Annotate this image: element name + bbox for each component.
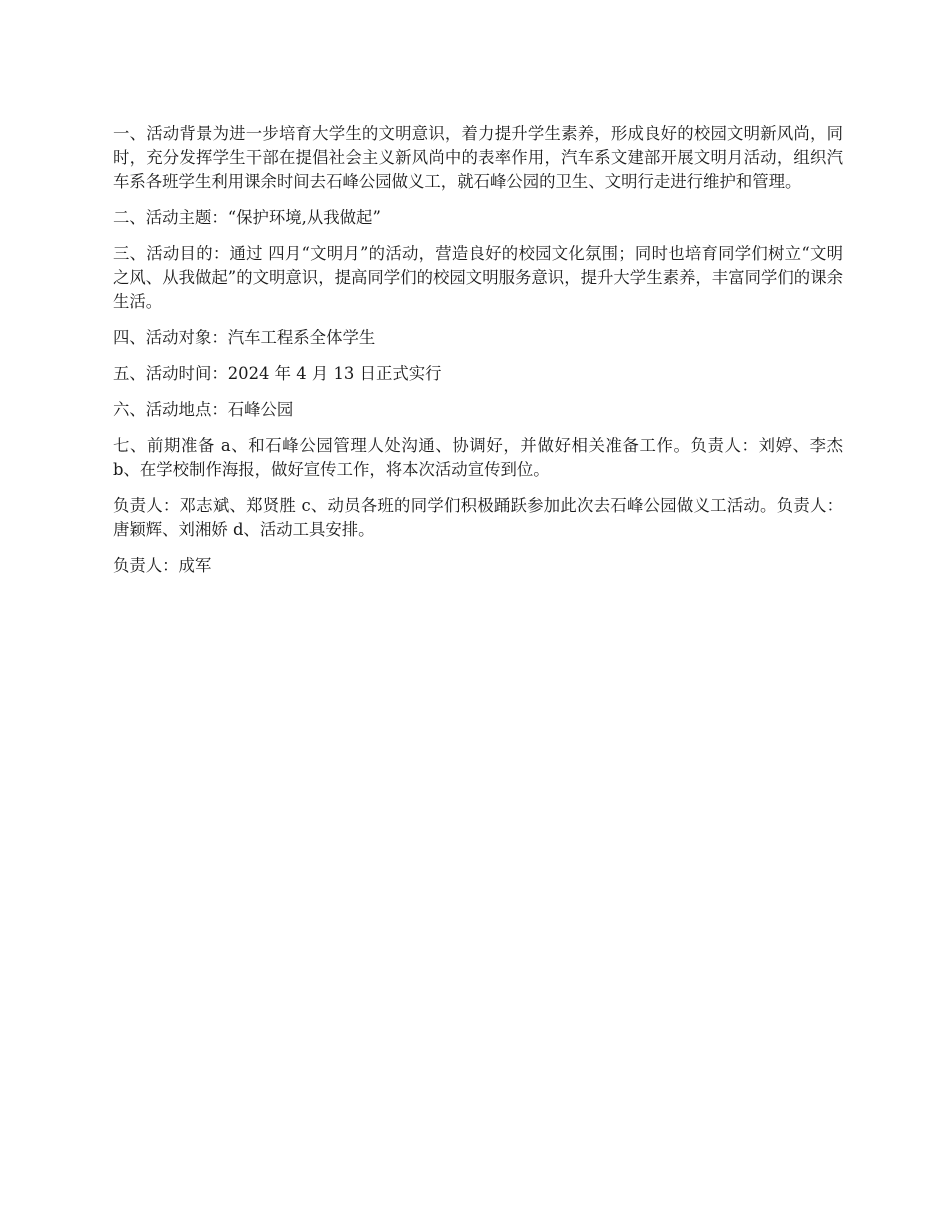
- paragraph-theme: 二、活动主题：“保护环境,从我做起”: [113, 208, 381, 227]
- paragraph-location: 六、活动地点：石峰公园: [113, 400, 294, 419]
- document-body: [113, 122, 843, 590]
- paragraph-responsible-1: 负责人：邓志斌、郑贤胜 c、动员各班的同学们积极踊跃参加此次去石峰公园做义工活动。负责人：唐颖辉、刘湘娇 d、活动工具安排。: [113, 496, 843, 539]
- paragraph-time: 五、活动时间：2024 年 4 月 13 日正式实行: [113, 364, 442, 383]
- paragraph-purpose: 三、活动目的：通过 四月“文明月”的活动，营造良好的校园文化氛围；同时也培育同学们树立“文明之风、从我做起”的文明意识，提高同学们的校园文明服务意识，提升大学生素养，丰富同学们的课余生活。: [113, 244, 843, 311]
- paragraph-responsible-2: 负责人：成军: [113, 556, 212, 575]
- paragraph-background: 一、活动背景为进一步培育大学生的文明意识，着力提升学生素养，形成良好的校园文明新风尚，同时，充分发挥学生干部在提倡社会主义新风尚中的表率作用，汽车系文建部开展文明月活动，组织汽车系各班学生利用课余时间去石峰公园做义工，就石峰公园的卫生、文明行走进行维护和管理。: [113, 124, 843, 191]
- paragraph-preparation: 七、前期准备 a、和石峰公园管理人处沟通、协调好，并做好相关准备工作。负责人：刘婷、李杰 b、在学校制作海报，做好宣传工作，将本次活动宣传到位。: [113, 436, 843, 479]
- paragraph-target: 四、活动对象：汽车工程系全体学生: [113, 328, 376, 347]
